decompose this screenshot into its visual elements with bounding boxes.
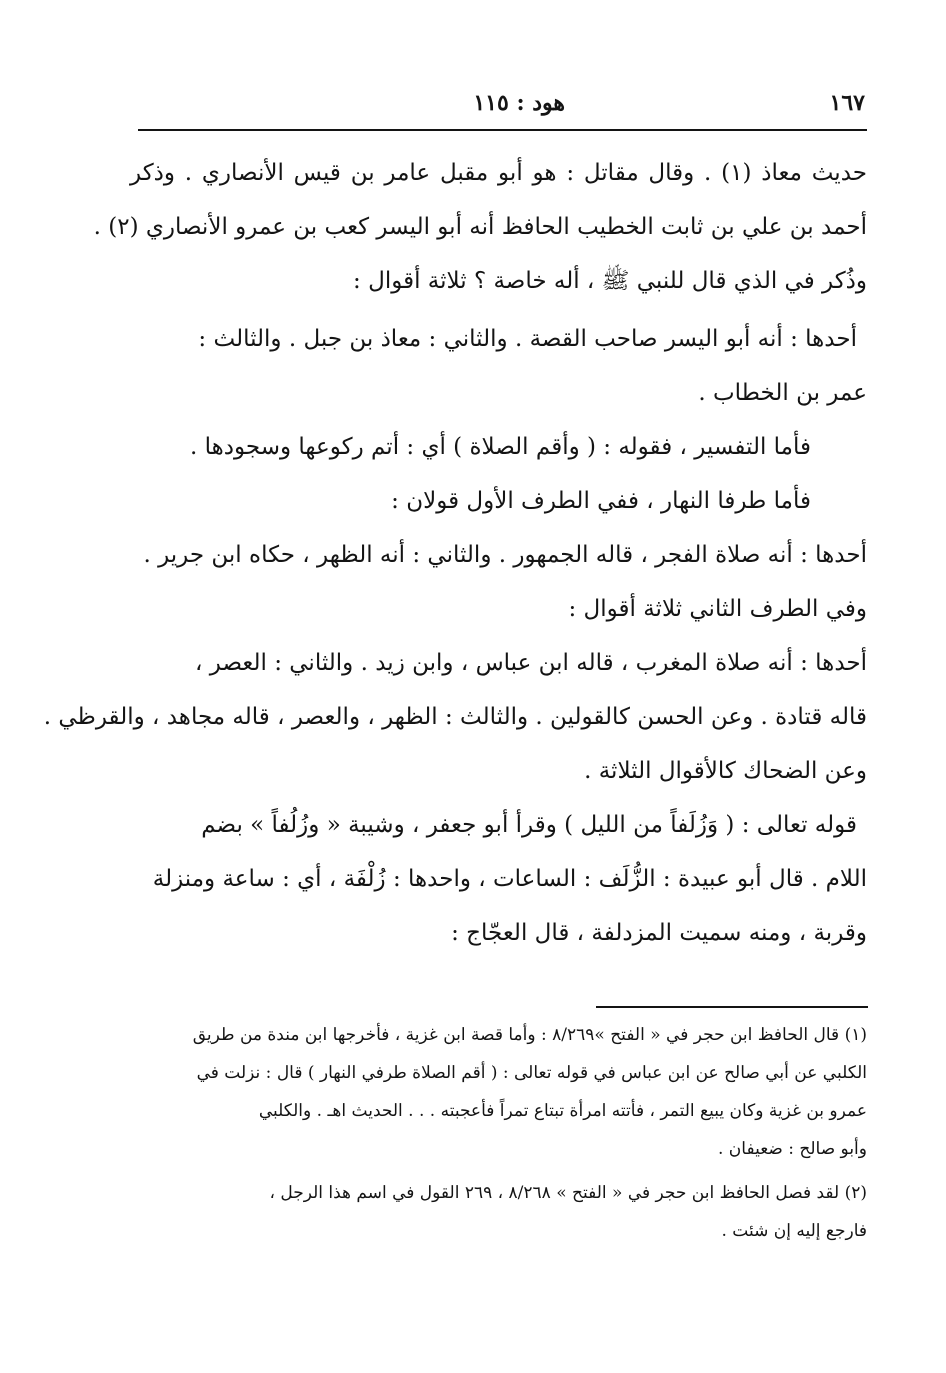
footnote-rule <box>596 1006 868 1008</box>
text-line: أحدها : أنه صلاة المغرب ، قاله ابن عباس ، وابن زيد . والثاني : العصر ، <box>195 650 867 676</box>
footnote-line: وأبو صالح : ضعيفان . <box>718 1139 867 1159</box>
running-title: هود : ١١٥ <box>473 90 565 116</box>
text-line: اللام . قال أبو عبيدة : الزُّلَف : الساعات ، واحدها : زُلْفَة ، أي : ساعة ومنزلة <box>152 866 867 892</box>
header-rule <box>138 129 867 131</box>
text-line: وذُكر في الذي قال للنبي ﷺ ، أله خاصة ؟ ثلاثة أقوال : <box>353 268 867 294</box>
page-header <box>140 90 865 126</box>
text-line: وعن الضحاك كالأقوال الثلاثة . <box>584 758 867 784</box>
text-line: أحدها : أنه أبو اليسر صاحب القصة . والثاني : معاذ بن جبل . والثالث : <box>198 326 857 352</box>
text-line: وقربة ، ومنه سميت المزدلفة ، قال العجّاج : <box>451 920 867 946</box>
footnote-line: عمرو بن غزية وكان يبيع التمر ، فأتته امرأة تبتاع تمراً فأعجبته . . . الحديث اهـ . والكلبي <box>258 1101 867 1121</box>
text-line: حديث معاذ (١) . وقال مقاتل : هو أبو مقبل عامر بن قيس الأنصاري . وذكر <box>130 160 868 186</box>
page-number: ١٦٧ <box>829 90 865 116</box>
text-line: أحدها : أنه صلاة الفجر ، قاله الجمهور . والثاني : أنه الظهر ، حكاه ابن جرير . <box>143 542 867 568</box>
text-line: أحمد بن علي بن ثابت الخطيب الحافظ أنه أبو اليسر كعب بن عمرو الأنصاري (٢) . <box>93 214 867 240</box>
footnote-line: الكلبي عن أبي صالح عن ابن عباس في قوله تعالى : ( أقم الصلاة طرفي النهار ) قال : نزلت في <box>196 1063 867 1083</box>
text-line: فأما التفسير ، فقوله : ( وأقم الصلاة ) أي : أتم ركوعها وسجودها . <box>190 434 811 460</box>
main-text <box>43 146 868 960</box>
text-line: قاله قتادة . وعن الحسن كالقولين . والثالث : الظهر ، والعصر ، قاله مجاهد ، والقرظي . <box>43 704 867 730</box>
footnote-line: فارجع إليه إن شئت . <box>721 1221 867 1241</box>
text-line: قوله تعالى : ( وَزُلَفاً من الليل ) وقرأ أبو جعفر ، وشيبة « وزُلُفاً » بضم <box>201 812 857 838</box>
text-line: فأما طرفا النهار ، ففي الطرف الأول قولان : <box>391 488 811 514</box>
footnote-line: (٢) لقد فصل الحافظ ابن حجر في « الفتح » ٨/٢٦٨ ، ٢٦٩ القول في اسم هذا الرجل ، <box>269 1183 867 1203</box>
footnotes <box>130 1016 867 1250</box>
text-line: وفي الطرف الثاني ثلاثة أقوال : <box>568 596 867 622</box>
footnote-line: (١) قال الحافظ ابن حجر في « الفتح »٨/٢٦٩ : وأما قصة ابن غزية ، فأخرجها ابن مندة من طريق <box>192 1025 867 1045</box>
text-line: عمر بن الخطاب . <box>698 380 867 406</box>
